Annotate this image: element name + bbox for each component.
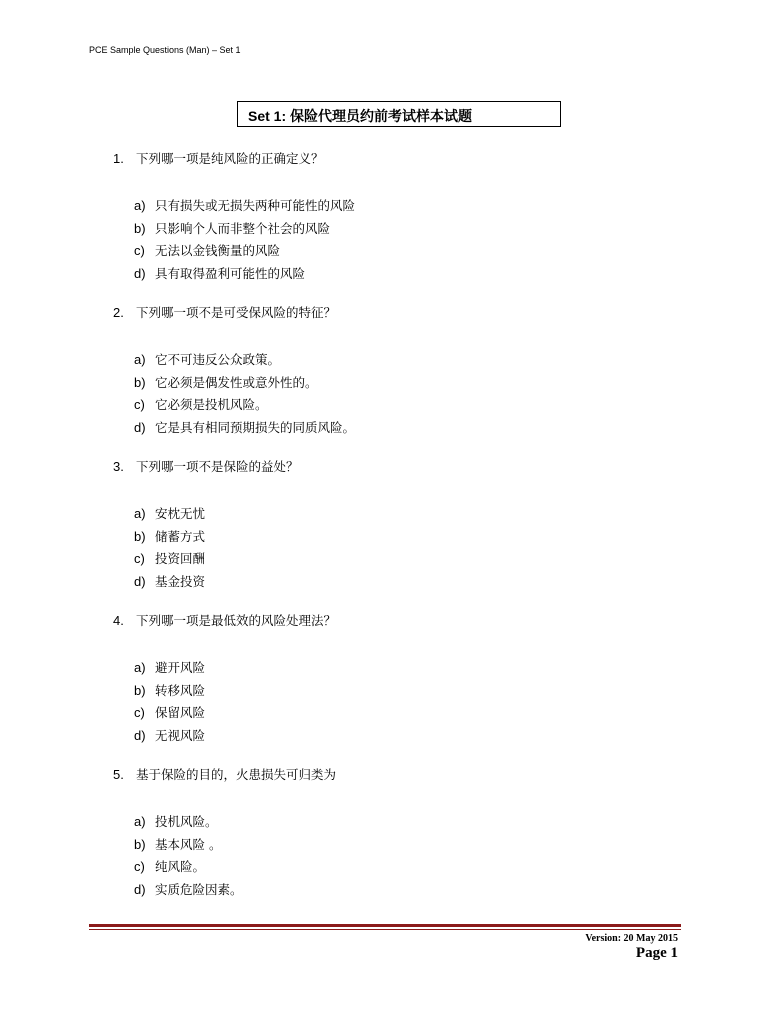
option-letter: b) bbox=[134, 528, 146, 544]
option-text: 基金投资 bbox=[155, 573, 206, 589]
question-list bbox=[113, 150, 673, 901]
option-text: 具有取得盈利可能性的风险 bbox=[155, 265, 306, 281]
option-text: 保留风险 bbox=[155, 705, 206, 720]
option-b bbox=[134, 372, 673, 395]
question-number: 3. bbox=[113, 459, 124, 474]
option-text: 纯风险。 bbox=[155, 859, 206, 874]
option-text: 避开风险 bbox=[155, 660, 206, 675]
question-number: 1. bbox=[113, 151, 124, 166]
option-text: 无视风险 bbox=[155, 727, 206, 743]
question-2 bbox=[113, 304, 673, 439]
option-text: 实质危险因素。 bbox=[155, 881, 243, 897]
page-header: PCE Sample Questions (Man) – Set 1 bbox=[89, 45, 241, 55]
option-a bbox=[134, 503, 673, 526]
question-text: 下列哪一项是纯风险的正确定义？ bbox=[136, 151, 324, 166]
version-label: Version: 20 May 2015 bbox=[585, 933, 678, 944]
option-text: 转移风险 bbox=[155, 682, 206, 698]
option-letter: c) bbox=[134, 705, 145, 720]
question-text: 下列哪一项不是可受保风险的特征？ bbox=[136, 305, 337, 320]
option-letter: d) bbox=[134, 881, 146, 897]
option-list bbox=[113, 349, 673, 439]
option-b bbox=[134, 834, 673, 857]
question-number: 2. bbox=[113, 305, 124, 320]
option-b bbox=[134, 218, 673, 241]
option-text: 储蓄方式 bbox=[155, 528, 206, 544]
question-number: 4. bbox=[113, 613, 124, 628]
option-text: 只有损失或无损失两种可能性的风险 bbox=[155, 198, 356, 213]
option-a bbox=[134, 195, 673, 218]
option-text: 它不可违反公众政策。 bbox=[155, 352, 281, 367]
option-letter: a) bbox=[134, 506, 146, 521]
option-list bbox=[113, 195, 673, 285]
option-c bbox=[134, 548, 673, 571]
question-1 bbox=[113, 150, 673, 285]
option-c bbox=[134, 702, 673, 725]
option-letter: d) bbox=[134, 265, 146, 281]
footer-rule-thick bbox=[89, 924, 681, 927]
option-letter: b) bbox=[134, 374, 146, 390]
option-text: 它必须是投机风险。 bbox=[155, 397, 268, 412]
question-4 bbox=[113, 612, 673, 747]
question-text: 下列哪一项是最低效的风险处理法？ bbox=[136, 613, 337, 628]
option-a bbox=[134, 349, 673, 372]
option-text: 它是具有相同预期损失的同质风险。 bbox=[155, 419, 356, 435]
option-letter: d) bbox=[134, 419, 146, 435]
option-text: 只影响个人而非整个社会的风险 bbox=[155, 220, 331, 236]
footer-rule-thin bbox=[89, 929, 681, 930]
option-letter: a) bbox=[134, 352, 146, 367]
option-list bbox=[113, 503, 673, 593]
option-letter: b) bbox=[134, 682, 146, 698]
option-d bbox=[134, 725, 673, 748]
option-a bbox=[134, 811, 673, 834]
option-letter: a) bbox=[134, 814, 146, 829]
option-c bbox=[134, 856, 673, 879]
option-letter: d) bbox=[134, 573, 146, 589]
option-text: 安枕无忧 bbox=[155, 506, 206, 521]
option-b bbox=[134, 680, 673, 703]
option-letter: c) bbox=[134, 859, 145, 874]
question-text: 下列哪一项不是保险的益处？ bbox=[136, 459, 299, 474]
question-text: 基于保险的目的，火患损失可归类为 bbox=[136, 767, 337, 782]
option-letter: c) bbox=[134, 243, 145, 258]
page-number: Page 1 bbox=[635, 945, 678, 961]
option-d bbox=[134, 263, 673, 286]
option-text: 无法以金钱衡量的风险 bbox=[155, 243, 281, 258]
option-c bbox=[134, 240, 673, 263]
option-letter: a) bbox=[134, 198, 146, 213]
document-title: Set 1: 保险代理员约前考试样本试题 bbox=[237, 101, 561, 127]
question-number: 5. bbox=[113, 767, 124, 782]
option-d bbox=[134, 571, 673, 594]
option-letter: d) bbox=[134, 727, 146, 743]
option-text: 基本风险 。 bbox=[155, 836, 222, 852]
option-text: 投机风险。 bbox=[155, 814, 218, 829]
option-letter: b) bbox=[134, 836, 146, 852]
option-list bbox=[113, 811, 673, 901]
option-letter: c) bbox=[134, 551, 145, 566]
option-text: 它必须是偶发性或意外性的。 bbox=[155, 374, 318, 390]
option-d bbox=[134, 417, 673, 440]
question-5 bbox=[113, 766, 673, 901]
option-letter: c) bbox=[134, 397, 145, 412]
question-3 bbox=[113, 458, 673, 593]
option-letter: b) bbox=[134, 220, 146, 236]
option-letter: a) bbox=[134, 660, 146, 675]
option-d bbox=[134, 879, 673, 902]
option-b bbox=[134, 526, 673, 549]
option-c bbox=[134, 394, 673, 417]
option-text: 投资回酬 bbox=[155, 551, 206, 566]
option-a bbox=[134, 657, 673, 680]
option-list bbox=[113, 657, 673, 747]
